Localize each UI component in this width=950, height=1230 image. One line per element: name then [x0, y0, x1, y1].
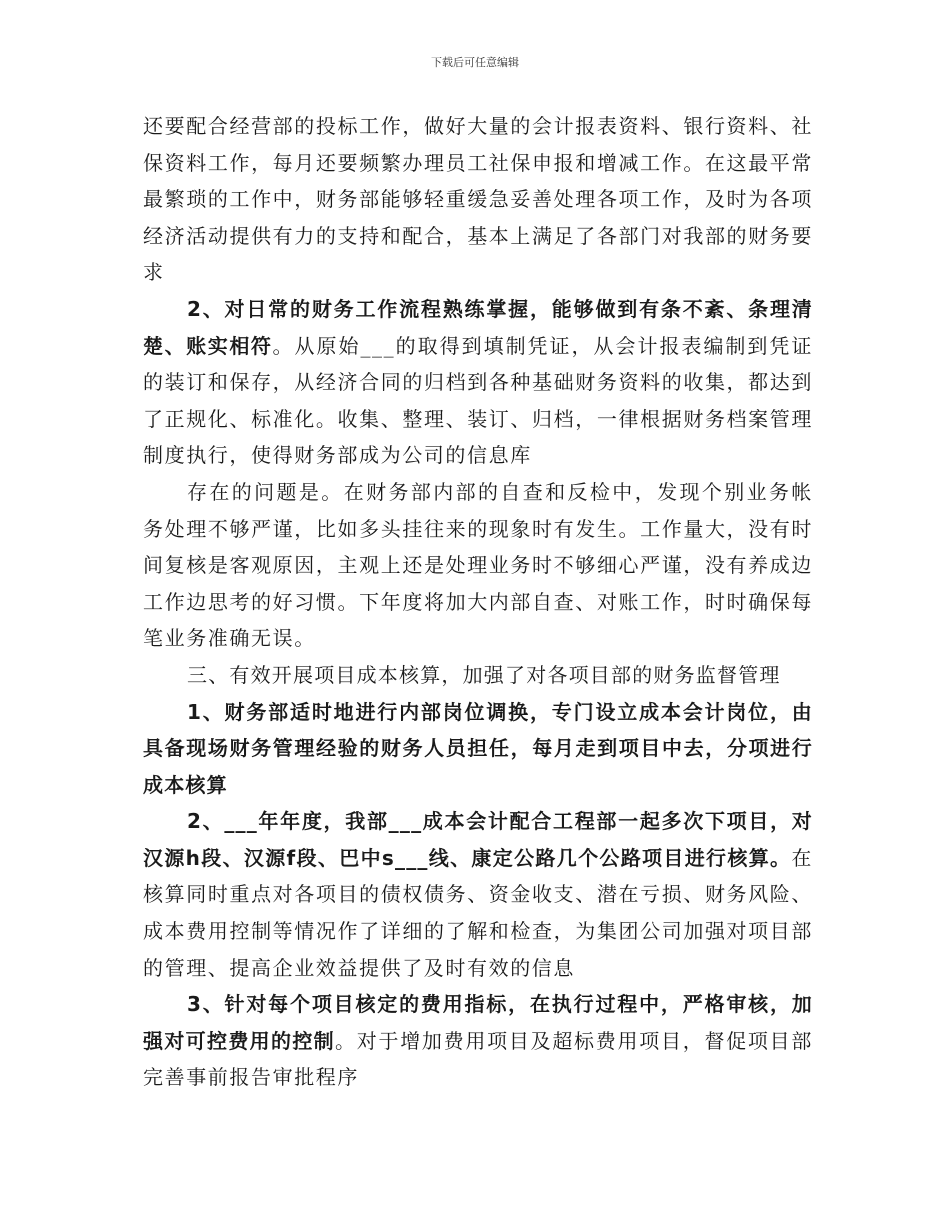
- paragraph-project-audit-body: 在核算同时重点对各项目的债权债务、资金收支、潜在亏损、财务风险、成本费用控制等情况作了详细的了解和检查，为集团公司加强对项目部的管理、提高企业效益提供了及时有效的信息: [143, 845, 813, 980]
- paragraph-workflow-body: 。从原始___的取得到填制凭证，从会计报表编制到凭证的装订和保存，从经济合同的归档到各种基础财务资料的收集，都达到了正规化、标准化。收集、整理、装订、归档，一律根据财务档案管理制度执行，使得财务部成为公司的信息库: [143, 333, 813, 468]
- paragraph-project-audit-heading: 2、___年年度，我部___成本会计配合工程部一起多次下项目，对汉源h段、汉源f段、巴中s___线、康定公路几个公路项目进行核算。: [143, 809, 813, 870]
- document-body: [143, 108, 813, 1096]
- paragraph-cost-accounting-heading: 1、财务部适时地进行内部岗位调换，专门设立成本会计岗位，由具备现场财务管理经验的财务人员担任，每月走到项目中去，分项进行成本核算: [143, 699, 813, 797]
- paragraph-expense-control-body: 。对于增加费用项目及超标费用项目，督促项目部完善事前报告审批程序: [143, 1028, 813, 1090]
- paragraph-expense-control-heading: 3、针对每个项目核定的费用指标，在执行过程中，严格审核，加强对可控费用的控制: [143, 992, 813, 1053]
- section-heading-three: 三、有效开展项目成本核算，加强了对各项目部的财务监督管理: [187, 662, 781, 687]
- paragraph-project-audit: [143, 803, 813, 986]
- paragraph-issues: 存在的问题是。在财务部内部的自查和反检中，发现个别业务帐务处理不够严谨，比如多头挂往来的现象时有发生。工作量大，没有时间复核是客观原因，主观上还是处理业务时不够细心严谨，没有养成边工作边思考的好习惯。下年度将加大内部自查、对账工作，时时确保每笔业务准确无误。: [143, 479, 813, 651]
- paragraph-cost-accounting: [143, 694, 813, 804]
- page-header: 下载后可任意编辑: [431, 56, 519, 69]
- paragraph-expense-control: [143, 986, 813, 1096]
- paragraph-workflow-heading: 2、对日常的财务工作流程熟练掌握，能够做到有条不紊、条理清楚、账实相符: [143, 296, 813, 358]
- paragraph-continuation: 还要配合经营部的投标工作，做好大量的会计报表资料、银行资料、社保资料工作，每月还要频繁办理员工社保申报和增减工作。在这最平常最繁琐的工作中，财务部能够轻重缓急妥善处理各项工作，及时为各项经济活动提供有力的支持和配合，基本上满足了各部门对我部的财务要求: [143, 114, 813, 285]
- paragraph-workflow: [143, 291, 813, 474]
